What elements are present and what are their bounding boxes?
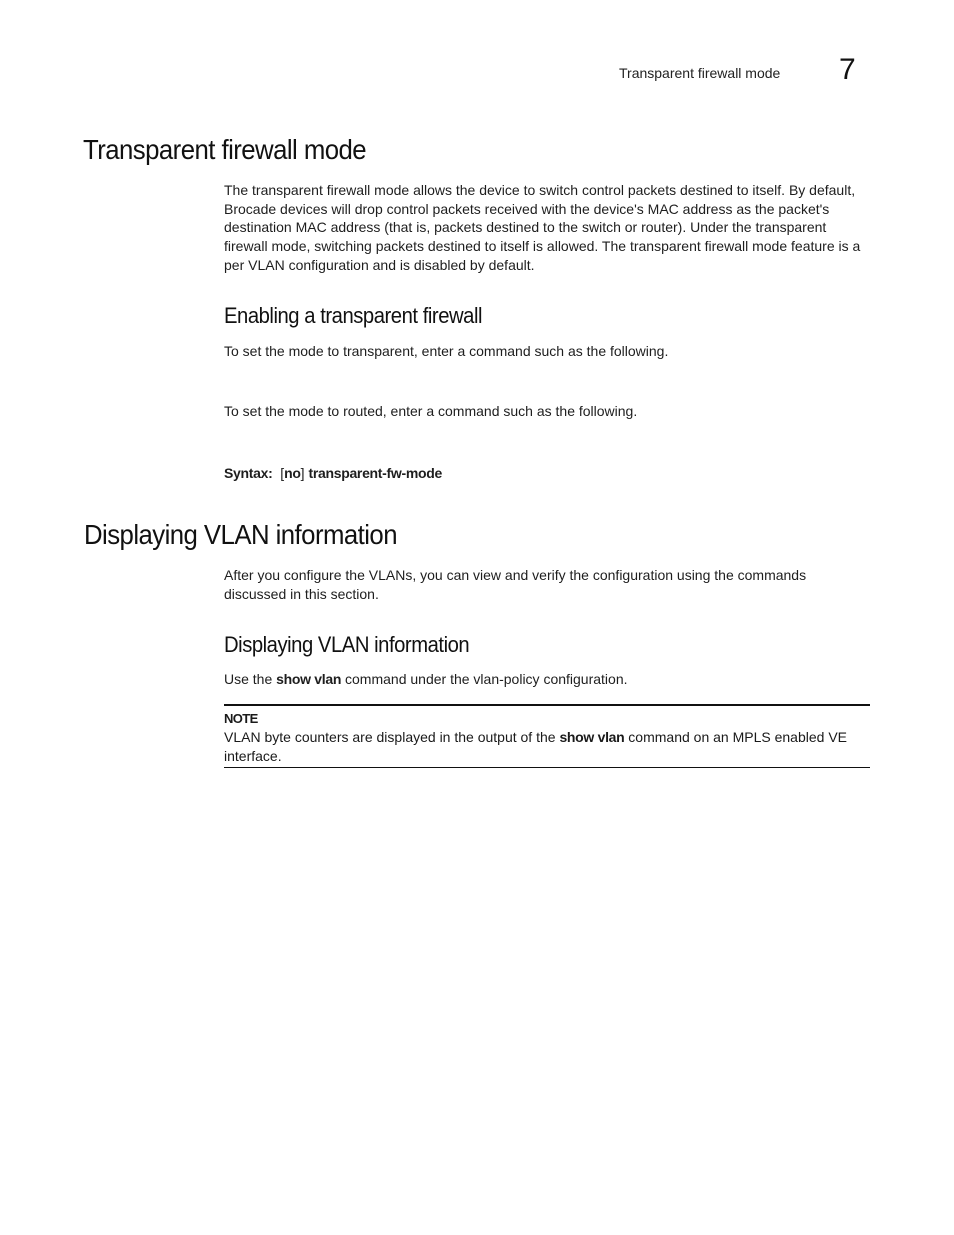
section-intro-transparent-firewall: The transparent firewall mode allows the device to switch control packets destined to itself. By default, Brocade devices will drop control packets received with the device's MAC address as the packet's destination MAC address (that is, packets destined to the switch or router). Under the transparent firewall mode, switching packets destined to itself is allowed. The transparent firewall mode feature is a per VLAN configuration and is disabled by default.: [224, 182, 861, 273]
paragraph-prefix: Use the: [224, 671, 277, 687]
note-box: [224, 704, 870, 768]
syntax-bracket-open: [: [280, 465, 285, 481]
section-title-displaying-vlan: Displaying VLAN information: [84, 519, 397, 550]
subsection-title-displaying-vlan: Displaying VLAN information: [224, 632, 470, 657]
paragraph-set-transparent: To set the mode to transparent, enter a command such as the following.: [224, 343, 669, 359]
section-title-transparent-firewall: Transparent firewall mode: [83, 134, 367, 165]
note-text-prefix: VLAN byte counters are displayed in the output of the: [224, 729, 560, 745]
section-intro-displaying-vlan: After you configure the VLANs, you can view and verify the configuration using the commands discussed in this section.: [224, 567, 807, 602]
syntax-command: transparent-fw-mode: [308, 465, 442, 481]
note-text: [224, 728, 870, 765]
note-label: NOTE: [224, 711, 258, 726]
syntax-label: Syntax:: [224, 465, 273, 481]
note-text-suffix: command on an MPLS enabled VE interface.: [224, 729, 847, 764]
chapter-number: 7: [839, 53, 856, 86]
show-vlan-command: show vlan: [276, 671, 342, 687]
note-show-vlan-command: show vlan: [559, 729, 625, 745]
running-header-title: Transparent firewall mode: [619, 65, 781, 81]
paragraph-suffix: command under the vlan-policy configuration.: [341, 671, 628, 687]
subsection-title-enabling-firewall: Enabling a transparent firewall: [224, 303, 483, 328]
paragraph-show-vlan-usage: [224, 670, 870, 689]
syntax-bracket-close: ]: [300, 465, 305, 481]
syntax-no-keyword: no: [284, 465, 301, 481]
paragraph-set-routed: To set the mode to routed, enter a command such as the following.: [224, 403, 638, 419]
syntax-line: [224, 464, 870, 483]
